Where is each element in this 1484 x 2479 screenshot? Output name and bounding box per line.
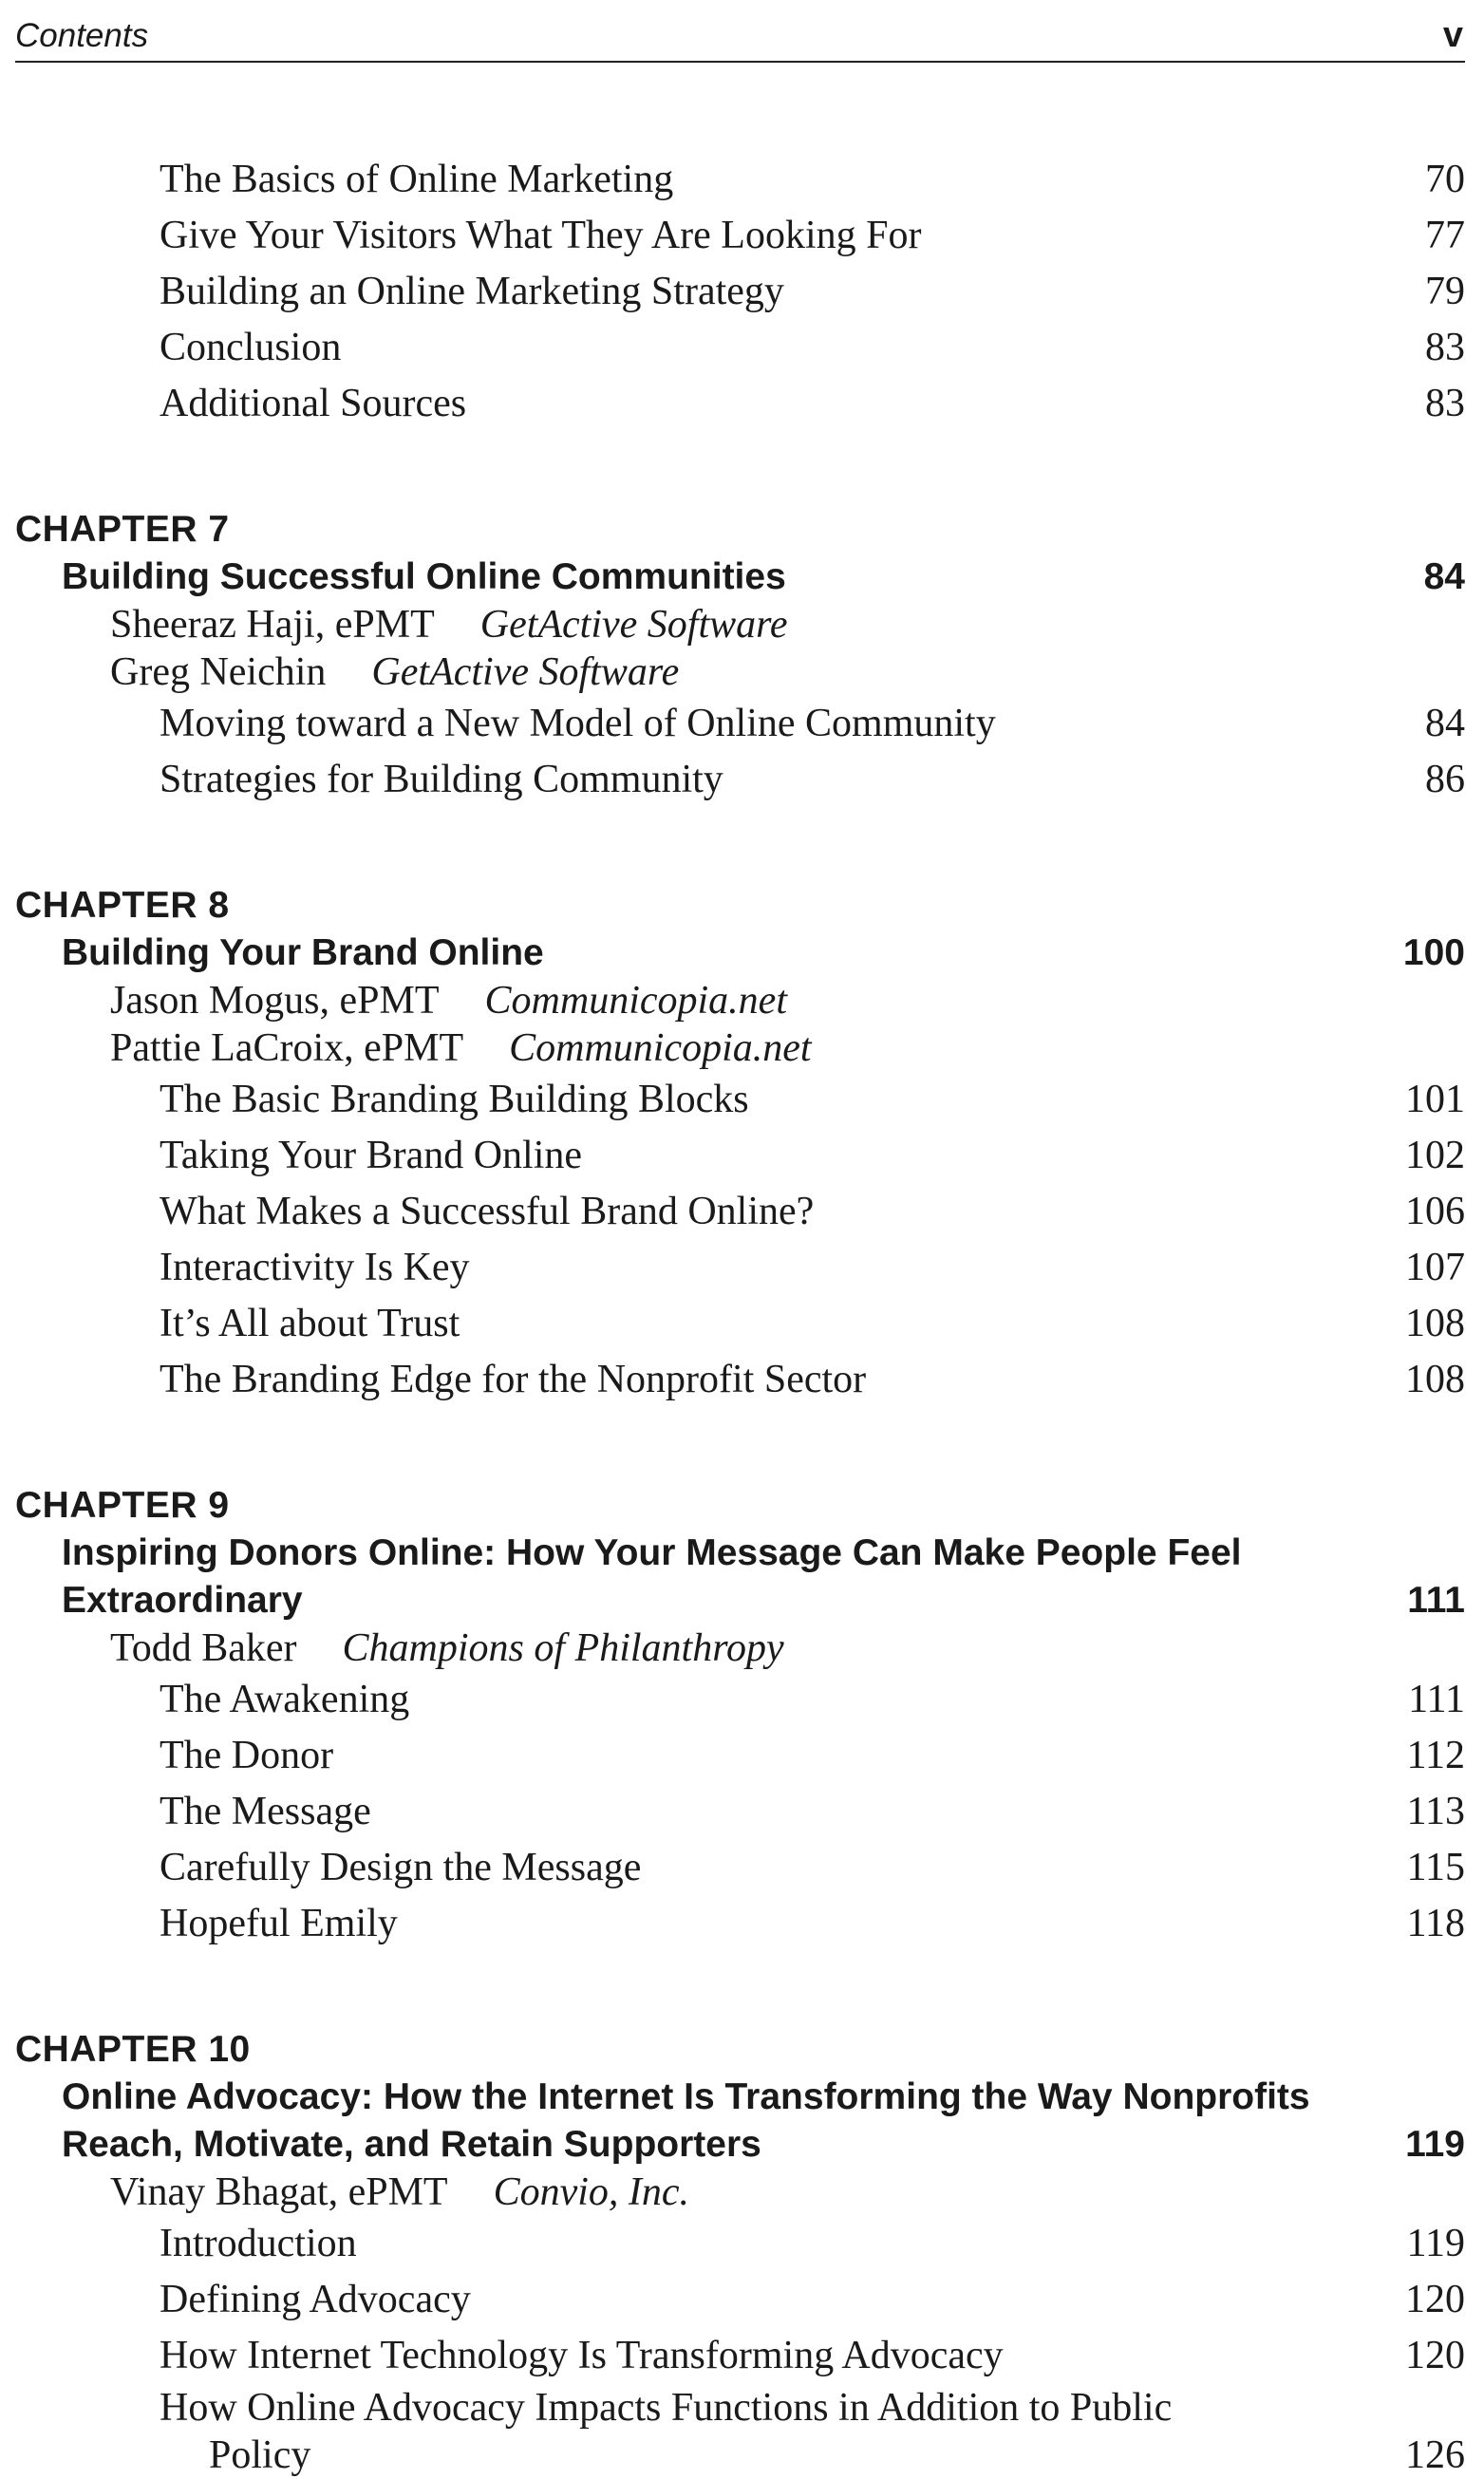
toc-entry-title: Carefully Design the Message xyxy=(160,1846,642,1889)
author-organization: Convio, Inc. xyxy=(493,2170,690,2214)
author-name: Greg Neichin xyxy=(110,650,327,694)
toc-entry-page: 77 xyxy=(1425,214,1465,257)
chapter-title-line-2: Extraordinary xyxy=(62,1580,303,1621)
author-name: Vinay Bhagat, ePMT xyxy=(110,2170,448,2214)
chapter-label: CHAPTER 8 xyxy=(15,885,230,926)
toc-entry-title: Building an Online Marketing Strategy xyxy=(160,270,784,313)
toc-entry[interactable] xyxy=(15,1184,1465,1240)
toc-entry-page: 108 xyxy=(1405,1302,1465,1345)
chapter-title-line-2: Reach, Motivate, and Retain Supporters xyxy=(62,2124,761,2165)
toc-entry-title: How Internet Technology Is Transforming Advocacy xyxy=(160,2334,1004,2377)
toc-entry-title: The Basic Branding Building Blocks xyxy=(160,1078,749,1121)
toc-entry-page: 86 xyxy=(1425,758,1465,801)
toc-entry-page: 108 xyxy=(1405,1358,1465,1401)
toc-entry[interactable] xyxy=(15,696,1465,752)
chapter-label: CHAPTER 9 xyxy=(15,1485,230,1526)
chapter-block xyxy=(15,882,1465,1408)
chapter-page: 100 xyxy=(1402,932,1465,973)
toc-entry[interactable] xyxy=(15,208,1465,264)
toc-entry[interactable] xyxy=(15,264,1465,320)
toc-entry-page: 70 xyxy=(1425,158,1465,201)
toc-entry-page: 115 xyxy=(1406,1846,1465,1889)
chapter-title: Building Successful Online Communities xyxy=(62,556,786,597)
author-organization: Communicopia.net xyxy=(484,979,787,1023)
toc-entry-title: The Donor xyxy=(160,1734,334,1777)
toc-entry-page: 113 xyxy=(1406,1790,1465,1833)
chapter-author xyxy=(15,2169,1465,2216)
toc-entry[interactable] xyxy=(15,2272,1465,2328)
author-name: Sheeraz Haji, ePMT xyxy=(110,603,435,647)
chapter-page: 119 xyxy=(1405,2124,1465,2165)
table-of-contents xyxy=(15,152,1465,2479)
chapter-label: CHAPTER 7 xyxy=(15,509,230,550)
toc-entry-page: 106 xyxy=(1405,1190,1465,1233)
header-page-number: v xyxy=(1442,15,1463,55)
toc-entry-page: 84 xyxy=(1425,702,1465,745)
toc-entry[interactable] xyxy=(15,1240,1465,1296)
toc-entry-title: Additional Sources xyxy=(160,382,467,425)
toc-entry-title: The Awakening xyxy=(160,1678,410,1721)
chapter-block xyxy=(15,506,1465,808)
toc-entry[interactable] xyxy=(15,2216,1465,2272)
toc-entry-title: Taking Your Brand Online xyxy=(160,1134,583,1177)
toc-entry[interactable] xyxy=(15,1352,1465,1408)
toc-entry-title: What Makes a Successful Brand Online? xyxy=(160,1190,815,1233)
toc-entry-page: 101 xyxy=(1405,1078,1465,1121)
chapter-author xyxy=(15,648,1465,696)
toc-entry-title: Defining Advocacy xyxy=(160,2278,471,2321)
toc-entry-page: 112 xyxy=(1406,1734,1465,1777)
chapter-title-line-1: Online Advocacy: How the Internet Is Transforming the Way Nonprofits xyxy=(62,2076,1310,2117)
toc-entry-title: Moving toward a New Model of Online Community xyxy=(160,702,996,745)
toc-entry[interactable] xyxy=(15,2328,1465,2384)
chapter-label: CHAPTER 10 xyxy=(15,2029,251,2070)
toc-entry-title-line-2: Policy xyxy=(209,2433,311,2477)
chapter-author xyxy=(15,1624,1465,1672)
toc-entry-title: Conclusion xyxy=(160,326,342,369)
toc-entry[interactable] xyxy=(15,2384,1465,2479)
chapter-title: Building Your Brand Online xyxy=(62,932,544,973)
author-organization: GetActive Software xyxy=(479,603,788,647)
toc-entry-title: The Basics of Online Marketing xyxy=(160,158,674,201)
toc-entry[interactable] xyxy=(15,1784,1465,1840)
chapter-title-row[interactable] xyxy=(15,554,1465,601)
section-entries xyxy=(15,152,1465,432)
author-name: Todd Baker xyxy=(110,1626,297,1670)
toc-entry-page: 83 xyxy=(1425,326,1465,369)
running-header xyxy=(15,13,1465,63)
toc-entry-title: Give Your Visitors What They Are Looking For xyxy=(160,214,922,257)
toc-entry-page: 102 xyxy=(1405,1134,1465,1177)
toc-entry[interactable] xyxy=(15,1128,1465,1184)
chapter-author xyxy=(15,1024,1465,1072)
chapter-author xyxy=(15,601,1465,648)
chapter-page: 111 xyxy=(1407,1580,1465,1621)
author-organization: Communicopia.net xyxy=(509,1026,812,1070)
toc-entry-title-line-1: How Online Advocacy Impacts Functions in Addition to Public xyxy=(160,2386,1173,2430)
toc-entry-title: Hopeful Emily xyxy=(160,1902,398,1945)
toc-entry-page: 120 xyxy=(1405,2334,1465,2377)
toc-entry[interactable] xyxy=(15,320,1465,376)
toc-entry-title: Interactivity Is Key xyxy=(160,1246,470,1289)
toc-entry-page: 83 xyxy=(1425,382,1465,425)
toc-entry-page: 111 xyxy=(1408,1678,1465,1721)
toc-entry[interactable] xyxy=(15,1840,1465,1896)
author-organization: GetActive Software xyxy=(371,650,680,694)
toc-entry-title: Introduction xyxy=(160,2222,357,2265)
author-name: Pattie LaCroix, ePMT xyxy=(110,1026,464,1070)
toc-entry[interactable] xyxy=(15,1728,1465,1784)
toc-entry[interactable] xyxy=(15,1072,1465,1128)
header-section-title: Contents xyxy=(15,17,149,54)
toc-entry[interactable] xyxy=(15,376,1465,432)
toc-entry-page: 118 xyxy=(1406,1902,1465,1945)
toc-entry-page: 79 xyxy=(1425,270,1465,313)
toc-entry[interactable] xyxy=(15,752,1465,808)
author-name: Jason Mogus, ePMT xyxy=(110,979,440,1023)
chapter-page: 84 xyxy=(1423,556,1465,597)
chapter-title-row[interactable] xyxy=(15,930,1465,977)
chapter-block xyxy=(15,1482,1465,1952)
toc-entry[interactable] xyxy=(15,1896,1465,1952)
toc-entry-page: 107 xyxy=(1405,1246,1465,1289)
toc-entry-title: The Message xyxy=(160,1790,371,1833)
toc-entry[interactable] xyxy=(15,1296,1465,1352)
toc-entry-title: The Branding Edge for the Nonprofit Sector xyxy=(160,1358,867,1401)
toc-entry-page: 126 xyxy=(1405,2433,1465,2477)
chapter-author xyxy=(15,977,1465,1024)
chapter-block xyxy=(15,2026,1465,2479)
toc-entry-page: 119 xyxy=(1406,2222,1465,2265)
chapter-title-row[interactable] xyxy=(15,2074,1465,2169)
toc-entry[interactable] xyxy=(15,1672,1465,1728)
author-organization: Champions of Philanthropy xyxy=(342,1626,784,1670)
toc-entry[interactable] xyxy=(15,152,1465,208)
toc-entry-page: 120 xyxy=(1405,2278,1465,2321)
chapter-title-row[interactable] xyxy=(15,1530,1465,1624)
chapter-title-line-1: Inspiring Donors Online: How Your Message Can Make People Feel xyxy=(62,1532,1242,1573)
toc-entry-title: Strategies for Building Community xyxy=(160,758,723,801)
toc-entry-title: It’s All about Trust xyxy=(160,1302,460,1345)
